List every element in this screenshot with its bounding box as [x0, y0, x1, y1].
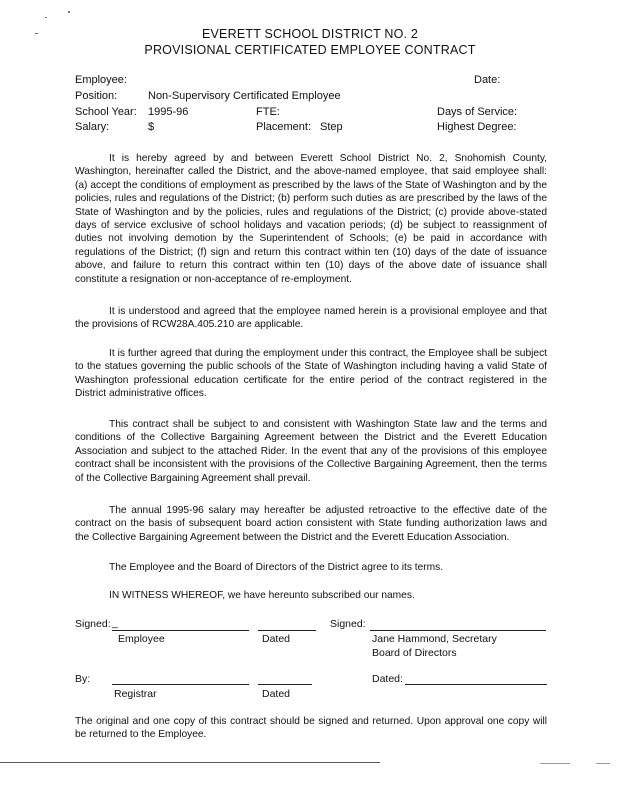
- signature-mark: _: [112, 617, 118, 629]
- paragraph-provisional: It is understood and agreed that the employee named herein is a provisional employee and that the provisions of RCW28A.405.210 are applicable.: [75, 306, 547, 331]
- paragraph-terms: It is hereby agreed by and between Everett School District No. 2, Snohomish County, Washington, hereinafter called the District, and the above-named employee, that said employee shall: (a) accept the conditions of employment as prescribed by the laws of the State of Washington and by the policies, rules and regulations of the District; (b) perform such duties as are prescribed by the laws of the State of Washington and by the policies, rules and regulations of the District; (c) provide above-stated days of service exclusive of school holidays and vacation periods; (d) be subject to reassignment of duties not involving demotion by the Superintendent of Schools; (e) be paid in accordance with regulations of the District; (f) sign and return this contract within ten (10) days of the date of issuance above, and failure to return this contract within ten (10) days of the above date of issuance shall constitute a resignation or non-acceptance of re-employment.: [75, 153, 547, 285]
- secretary-name: Jane Hammond, Secretary: [372, 633, 497, 645]
- scan-speck: [45, 17, 47, 18]
- registrar-date-line[interactable]: [258, 684, 312, 685]
- paragraph-certificate: It is further agreed that during the employment under this contract, the Employee shall be subject to the statues governing the public schools of the State of Washington including having a valid State of Washington professional education certificate for the entire period of the contract registered in the District administrative offices.: [75, 348, 547, 400]
- scan-speck: [596, 763, 610, 764]
- paragraph-witness: IN WITNESS WHEREOF, we have hereunto subscribed our names.: [109, 590, 415, 601]
- school-year-label: School Year:: [75, 106, 137, 118]
- paragraph-salary: The annual 1995-96 salary may hereafter be adjusted retroactive to the effective date of the contract on the basis of subsequent board action consistent with State funding authorization laws and the Collective Bargaining Agreement between the District and the Everett Education Association.: [75, 505, 547, 543]
- contract-title: PROVISIONAL CERTIFICATED EMPLOYEE CONTRACT: [144, 43, 476, 57]
- salary-label: Salary:: [75, 121, 110, 133]
- signed-label-left: Signed:: [75, 618, 111, 630]
- scan-speck: [68, 11, 70, 13]
- employee-signature-line[interactable]: [112, 630, 249, 631]
- signed-label-right: Signed:: [330, 618, 366, 630]
- position-value: Non-Supervisory Certificated Employee: [148, 90, 341, 102]
- by-label: By:: [75, 673, 91, 685]
- dated-caption-2: Dated: [262, 688, 291, 700]
- paragraph-agreement: The Employee and the Board of Directors of the District agree to its terms.: [109, 562, 444, 573]
- board-date-line[interactable]: [405, 684, 547, 685]
- highest-degree-label: Highest Degree:: [437, 121, 517, 133]
- board-caption: Board of Directors: [372, 647, 457, 659]
- scan-speck: [540, 763, 570, 764]
- days-of-service-label: Days of Service:: [437, 106, 518, 118]
- employee-caption: Employee: [118, 633, 165, 645]
- secretary-signature-line[interactable]: [370, 630, 546, 631]
- salary-value: $: [148, 121, 155, 133]
- date-label: Date:: [474, 74, 501, 86]
- employee-label: Employee:: [75, 74, 127, 86]
- district-title: EVERETT SCHOOL DISTRICT NO. 2: [201, 27, 419, 41]
- fte-label: FTE:: [256, 106, 280, 118]
- dated-label-right: Dated:: [372, 673, 403, 685]
- footer-note: The original and one copy of this contract should be signed and returned. Upon approval one copy will be returned to the Employee.: [75, 716, 547, 741]
- school-year-value: 1995-96: [148, 106, 189, 118]
- placement-value: Step: [320, 121, 343, 133]
- employee-date-line[interactable]: [258, 630, 316, 631]
- placement-label: Placement:: [256, 121, 312, 133]
- paragraph-bargaining: This contract shall be subject to and consistent with Washington State law and the terms and conditions of the Collective Bargaining Agreement between the District and the Everett Education Association and subject to the attached Rider. In the event that any of the provisions of this employee contract shall be inconsistent with the provisions of the Collective Bargaining Agreement, then the terms of the Collective Bargaining Agreement shall prevail.: [75, 419, 547, 484]
- registrar-signature-line[interactable]: [112, 684, 249, 685]
- page-bottom-rule: [0, 762, 380, 763]
- dated-caption-1: Dated: [262, 633, 291, 645]
- position-label: Position:: [75, 90, 118, 102]
- registrar-caption: Registrar: [114, 688, 157, 700]
- scan-speck: [35, 33, 38, 34]
